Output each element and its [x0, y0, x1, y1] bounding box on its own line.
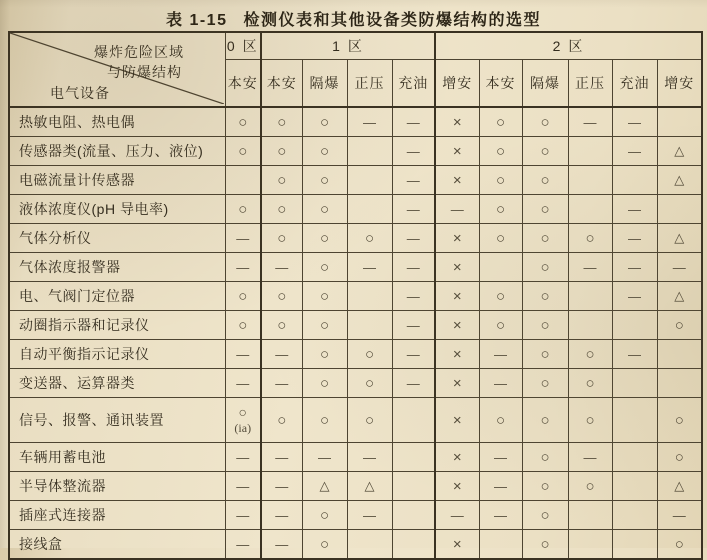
cell-symbol: △ — [657, 282, 702, 311]
cell-symbol: — — [657, 253, 702, 282]
cell-symbol: — — [347, 253, 392, 282]
cell-symbol: ○ — [225, 311, 261, 340]
cell-symbol: ○ — [522, 369, 568, 398]
cell-symbol: ○ — [522, 340, 568, 369]
zone-header: 0 区 — [225, 32, 261, 60]
structure-header: 充油 — [392, 60, 435, 108]
equipment-label: 液体浓度仪(pH 导电率) — [9, 195, 225, 224]
structure-header: 增安 — [435, 60, 479, 108]
explosion-proof-selection-table — [8, 31, 703, 560]
cell-symbol: ○ — [302, 166, 347, 195]
cell-symbol — [612, 398, 657, 443]
equipment-label: 气体浓度报警器 — [9, 253, 225, 282]
cell-symbol: — — [479, 340, 522, 369]
cell-symbol: ○ — [657, 398, 702, 443]
cell-symbol: ○ — [522, 501, 568, 530]
structure-header: 本安 — [225, 60, 261, 108]
cell-symbol: ○ — [479, 398, 522, 443]
cell-symbol: ○ — [261, 311, 302, 340]
cell-symbol: — — [392, 369, 435, 398]
cell-symbol: × — [435, 224, 479, 253]
cell-symbol — [392, 443, 435, 472]
cell-symbol — [657, 195, 702, 224]
equipment-label: 插座式连接器 — [9, 501, 225, 530]
cell-symbol: — — [479, 501, 522, 530]
cell-symbol: ○ — [302, 398, 347, 443]
cell-symbol: ○ — [479, 195, 522, 224]
cell-symbol: △ — [657, 137, 702, 166]
equipment-label: 半导体整流器 — [9, 472, 225, 501]
cell-symbol — [612, 443, 657, 472]
cell-symbol: — — [261, 472, 302, 501]
cell-symbol — [479, 530, 522, 560]
cell-symbol — [612, 530, 657, 560]
cell-symbol: — — [225, 501, 261, 530]
cell-symbol: ○ — [302, 369, 347, 398]
cell-symbol — [612, 472, 657, 501]
equipment-label: 接线盒 — [9, 530, 225, 560]
cell-symbol — [347, 530, 392, 560]
cell-symbol — [612, 501, 657, 530]
cell-symbol: × — [435, 311, 479, 340]
cell-symbol: ○ — [479, 137, 522, 166]
equipment-label: 信号、报警、通讯装置 — [9, 398, 225, 443]
cell-symbol: — — [261, 530, 302, 560]
structure-header: 隔爆 — [302, 60, 347, 108]
structure-header: 本安 — [479, 60, 522, 108]
cell-symbol: △ — [657, 224, 702, 253]
cell-symbol: ○ — [302, 501, 347, 530]
cell-symbol: ○ — [568, 369, 612, 398]
cell-symbol: — — [225, 224, 261, 253]
table-row — [9, 282, 702, 311]
table-row — [9, 137, 702, 166]
cell-symbol: ○ — [522, 137, 568, 166]
cell-symbol: ○ — [261, 137, 302, 166]
cell-symbol: — — [392, 282, 435, 311]
cell-symbol: ○ — [522, 443, 568, 472]
cell-symbol: △ — [347, 472, 392, 501]
cell-symbol: — — [612, 340, 657, 369]
cell-symbol — [392, 398, 435, 443]
cell-symbol: — — [435, 195, 479, 224]
cell-symbol: — — [568, 107, 612, 137]
cell-symbol: — — [568, 443, 612, 472]
cell-symbol: — — [612, 282, 657, 311]
equipment-label: 车辆用蓄电池 — [9, 443, 225, 472]
cell-symbol: — — [302, 443, 347, 472]
table-number: 表 1-15 — [166, 12, 228, 29]
corner-label-zones-line2: 与防爆结构 — [107, 64, 182, 80]
table-title-text: 检测仪表和其他设备类防爆结构的选型 — [243, 12, 541, 29]
cell-symbol: ○ — [479, 166, 522, 195]
cell-symbol: — — [612, 107, 657, 137]
equipment-label: 电磁流量计传感器 — [9, 166, 225, 195]
corner-label-zones-line1: 爆炸危险区域 — [94, 44, 184, 60]
cell-symbol: ○ — [347, 369, 392, 398]
cell-symbol: △ — [302, 472, 347, 501]
cell-symbol: ○ — [657, 530, 702, 560]
table-row — [9, 501, 702, 530]
cell-symbol: ○ — [347, 340, 392, 369]
cell-symbol: ○ — [225, 107, 261, 137]
cell-symbol: ○ — [522, 107, 568, 137]
corner-header-cell — [9, 32, 225, 107]
cell-symbol: — — [392, 166, 435, 195]
cell-symbol: — — [225, 340, 261, 369]
equipment-label: 热敏电阻、热电偶 — [9, 107, 225, 137]
zone-header-row — [9, 32, 702, 60]
cell-symbol: — — [657, 501, 702, 530]
cell-symbol: — — [261, 253, 302, 282]
cell-symbol: × — [435, 137, 479, 166]
structure-header: 本安 — [261, 60, 302, 108]
cell-symbol — [568, 166, 612, 195]
cell-symbol: ○ — [302, 340, 347, 369]
cell-symbol: ○ — [568, 472, 612, 501]
cell-symbol — [568, 530, 612, 560]
cell-symbol: × — [435, 253, 479, 282]
cell-symbol: ○ — [522, 166, 568, 195]
cell-symbol: — — [261, 443, 302, 472]
cell-symbol: — — [612, 224, 657, 253]
equipment-label: 变送器、运算器类 — [9, 369, 225, 398]
cell-symbol: — — [392, 311, 435, 340]
cell-symbol: ○ — [522, 472, 568, 501]
cell-symbol — [347, 282, 392, 311]
cell-symbol — [392, 501, 435, 530]
cell-symbol: △ — [657, 472, 702, 501]
equipment-label: 气体分析仪 — [9, 224, 225, 253]
cell-symbol: ○ — [522, 224, 568, 253]
cell-symbol: ○ — [302, 530, 347, 560]
cell-symbol: ○ — [302, 224, 347, 253]
table-row — [9, 224, 702, 253]
cell-symbol: ○ — [479, 282, 522, 311]
cell-symbol: ○ — [522, 398, 568, 443]
cell-symbol: — — [612, 195, 657, 224]
table-row — [9, 472, 702, 501]
cell-symbol — [612, 166, 657, 195]
cell-symbol — [347, 311, 392, 340]
cell-symbol: ○ — [657, 311, 702, 340]
cell-symbol: — — [612, 253, 657, 282]
cell-symbol: ○ — [347, 224, 392, 253]
structure-header: 正压 — [347, 60, 392, 108]
table-row — [9, 340, 702, 369]
cell-symbol: — — [612, 137, 657, 166]
cell-symbol: ○ — [302, 107, 347, 137]
cell-symbol — [347, 166, 392, 195]
cell-symbol: — — [392, 107, 435, 137]
cell-symbol: — — [261, 369, 302, 398]
cell-symbol: × — [435, 530, 479, 560]
cell-symbol: — — [479, 369, 522, 398]
cell-symbol: ○ — [302, 137, 347, 166]
cell-symbol: ○ (ia) — [225, 398, 261, 443]
cell-symbol: — — [347, 107, 392, 137]
cell-symbol: × — [435, 369, 479, 398]
cell-symbol: ○ — [261, 398, 302, 443]
cell-symbol: — — [392, 253, 435, 282]
cell-symbol: — — [261, 340, 302, 369]
zone-header: 1 区 — [261, 32, 435, 60]
cell-symbol: — — [435, 501, 479, 530]
cell-symbol: — — [225, 443, 261, 472]
cell-symbol: ○ — [522, 195, 568, 224]
cell-symbol: ○ — [261, 282, 302, 311]
cell-symbol: ○ — [568, 340, 612, 369]
cell-symbol: — — [392, 137, 435, 166]
cell-symbol — [612, 369, 657, 398]
cell-symbol: ○ — [522, 311, 568, 340]
cell-symbol: — — [225, 369, 261, 398]
cell-symbol: — — [347, 443, 392, 472]
cell-symbol: ○ — [657, 443, 702, 472]
cell-symbol: ○ — [568, 398, 612, 443]
equipment-label: 自动平衡指示记录仪 — [9, 340, 225, 369]
cell-symbol — [568, 501, 612, 530]
cell-symbol: — — [392, 340, 435, 369]
cell-symbol: — — [225, 530, 261, 560]
cell-symbol: ○ — [302, 253, 347, 282]
table-row — [9, 443, 702, 472]
structure-header: 正压 — [568, 60, 612, 108]
cell-symbol: — — [347, 501, 392, 530]
cell-symbol: — — [225, 472, 261, 501]
cell-symbol — [612, 311, 657, 340]
cell-symbol: ○ — [522, 530, 568, 560]
cell-symbol — [225, 166, 261, 195]
table-row — [9, 530, 702, 560]
table-title — [0, 7, 707, 30]
cell-symbol: × — [435, 166, 479, 195]
cell-symbol: ○ — [261, 166, 302, 195]
cell-symbol: — — [479, 443, 522, 472]
cell-symbol: ○ — [225, 137, 261, 166]
cell-symbol: ○ — [261, 107, 302, 137]
cell-symbol — [347, 195, 392, 224]
cell-symbol: × — [435, 282, 479, 311]
table-row — [9, 311, 702, 340]
cell-symbol: × — [435, 472, 479, 501]
cell-symbol — [568, 137, 612, 166]
cell-symbol: △ — [657, 166, 702, 195]
table-row — [9, 166, 702, 195]
equipment-label: 动圈指示器和记录仪 — [9, 311, 225, 340]
cell-symbol — [657, 369, 702, 398]
cell-symbol: × — [435, 398, 479, 443]
cell-symbol: ○ — [302, 282, 347, 311]
cell-symbol: ○ — [261, 224, 302, 253]
table-row — [9, 107, 702, 137]
cell-symbol: ○ — [225, 282, 261, 311]
cell-symbol: ○ — [479, 311, 522, 340]
cell-symbol: — — [568, 253, 612, 282]
cell-symbol — [657, 107, 702, 137]
cell-symbol: × — [435, 443, 479, 472]
cell-symbol — [657, 340, 702, 369]
corner-label-equipment: 电气设备 — [50, 85, 110, 101]
cell-symbol: — — [225, 253, 261, 282]
zone-header: 2 区 — [435, 32, 702, 60]
table-row — [9, 253, 702, 282]
cell-symbol: × — [435, 107, 479, 137]
cell-symbol: ○ — [347, 398, 392, 443]
cell-symbol — [392, 472, 435, 501]
structure-header: 增安 — [657, 60, 702, 108]
cell-symbol: ○ — [479, 107, 522, 137]
cell-symbol: ○ — [302, 311, 347, 340]
cell-symbol — [479, 253, 522, 282]
cell-symbol — [392, 530, 435, 560]
cell-symbol — [568, 311, 612, 340]
equipment-label: 传感器类(流量、压力、液位) — [9, 137, 225, 166]
cell-symbol: — — [392, 224, 435, 253]
structure-header: 隔爆 — [522, 60, 568, 108]
cell-symbol: ○ — [522, 282, 568, 311]
cell-symbol: ○ — [302, 195, 347, 224]
cell-symbol: — — [392, 195, 435, 224]
cell-symbol: ○ — [479, 224, 522, 253]
cell-symbol: ○ — [568, 224, 612, 253]
table-row — [9, 398, 702, 443]
equipment-label: 电、气阀门定位器 — [9, 282, 225, 311]
cell-symbol — [347, 137, 392, 166]
table-row — [9, 195, 702, 224]
cell-symbol: × — [435, 340, 479, 369]
cell-symbol: ○ — [522, 253, 568, 282]
cell-symbol — [568, 282, 612, 311]
cell-symbol: — — [479, 472, 522, 501]
cell-symbol: — — [261, 501, 302, 530]
cell-symbol: ○ — [261, 195, 302, 224]
table-row — [9, 369, 702, 398]
cell-symbol: ○ — [225, 195, 261, 224]
structure-header: 充油 — [612, 60, 657, 108]
cell-symbol — [568, 195, 612, 224]
